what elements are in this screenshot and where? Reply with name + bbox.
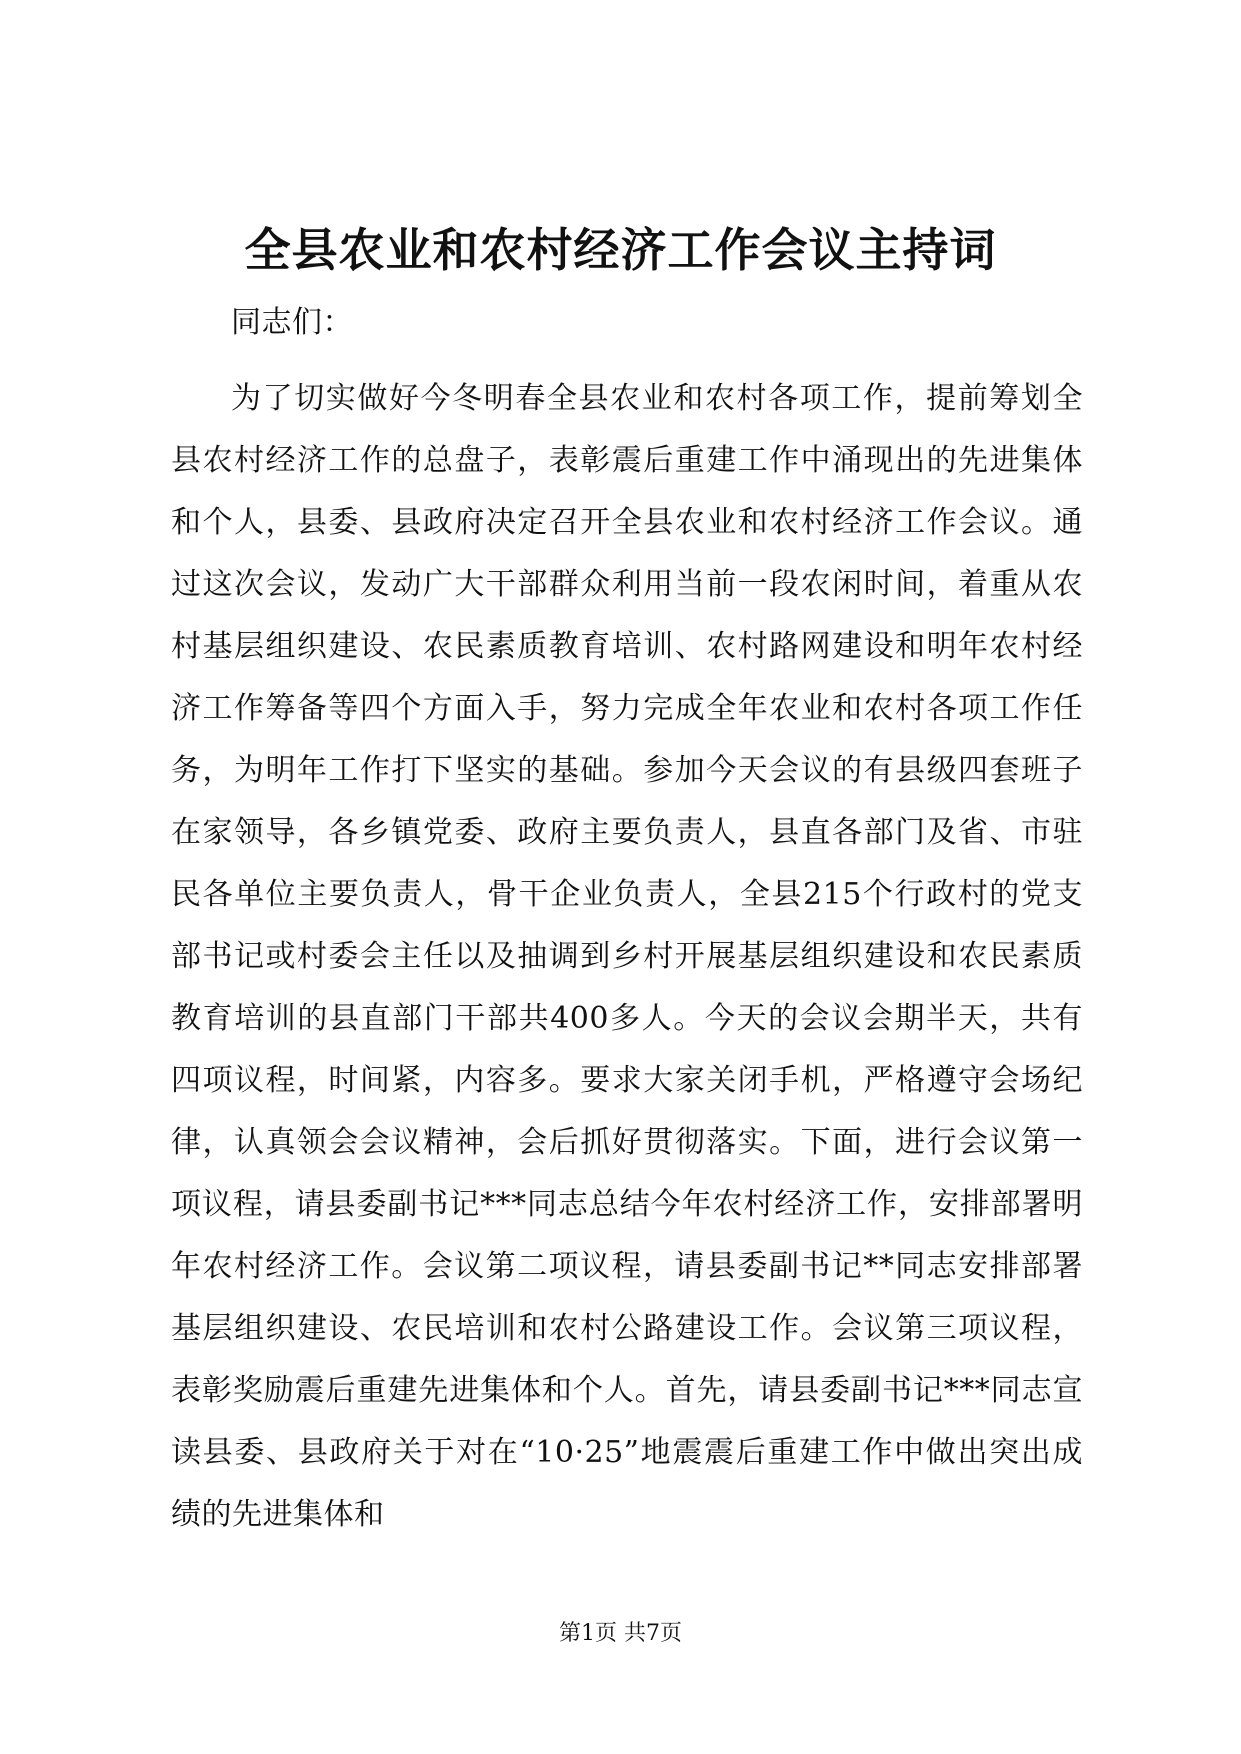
body-paragraph: 为了切实做好今冬明春全县农业和农村各项工作，提前筹划全县农村经济工作的总盘子，表彰震后重建工作中涌现出的先进集体和个人，县委、县政府决定召开全县农业和农村经济工作会议。通过这次会议，发动广大干部群众利用当前一段农闲时间，着重从农村基层组织建设、农民素质教育培训、农村路网建设和明年农村经济工作筹备等四个方面入手，努力完成全年农业和农村各项工作任务，为明年工作打下坚实的基础。参加今天会议的有县级四套班子在家领导，各乡镇党委、政府主要负责人，县直各部门及省、市驻民各单位主要负责人，骨干企业负责人，全县215个行政村的党支部书记或村委会主任以及抽调到乡村开展基层组织建设和农民素质教育培训的县直部门干部共400多人。今天的会议会期半天，共有四项议程，时间紧，内容多。要求大家关闭手机，严格遵守会场纪律，认真领会会议精神，会后抓好贯彻落实。下面，进行会议第一项议程，请县委副书记***同志总结今年农村经济工作，安排部署明年农村经济工作。会议第二项议程，请县委副书记**同志安排部署基层组织建设、农民培训和农村公路建设工作。会议第三项议程，表彰奖励震后重建先进集体和个人。首先，请县委副书记***同志宣读县委、县政府关于对在“10·25”地震震后重建工作中做出突出成绩的先进集体和 [171, 381, 1083, 1532]
document-title: 全县农业和农村经济工作会议主持词 [244, 223, 997, 277]
page-footer: 第1页 共7页 [559, 1621, 682, 1646]
greeting-line: 同志们： [231, 305, 353, 340]
document-body [171, 292, 1083, 1546]
